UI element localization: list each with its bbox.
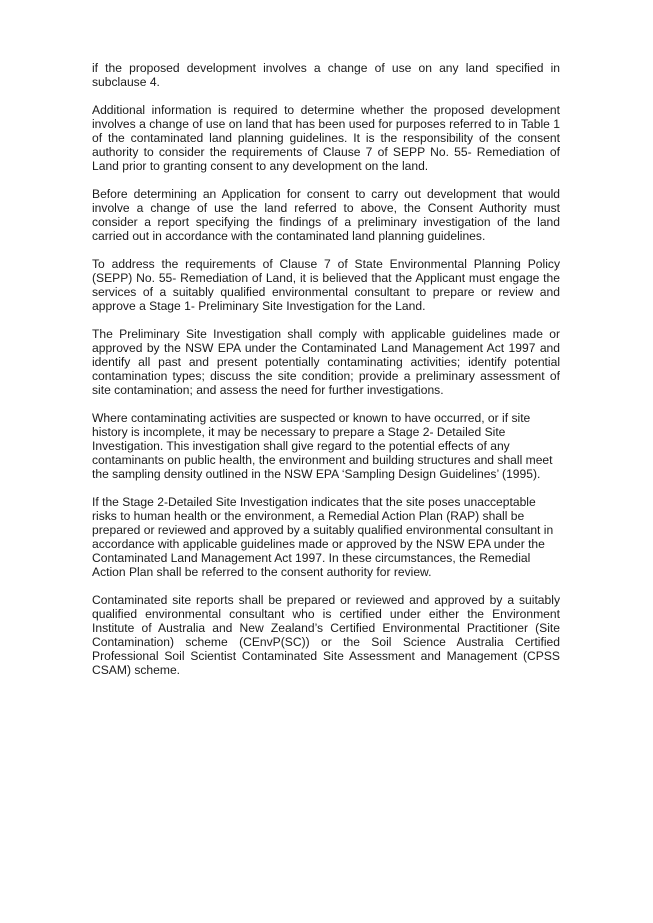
paragraph-detailed-investigation: Where contaminating activities are suspected or known to have occurred, or if site history is incomplete, it may be necessary to prepare a Stage 2- Detailed Site Investigation. This investigation shall give regard to the potential effects of any contaminants on public health, the environment and building structures and shall meet the sampling density outlined in the NSW EPA ‘Sampling Design Guidelines’ (1995). xyxy=(92,411,553,481)
paragraph-preliminary-investigation: The Preliminary Site Investigation shall comply with applicable guidelines made or approved by the NSW EPA under the Contaminated Land Management Act 1997 and identify all past and present potentially contaminating activities; identify potential contamination types; discuss the site condition; provide a preliminary assessment of site contamination; and assess the need for further investigations. xyxy=(92,327,560,397)
paragraph-sepp-requirements: To address the requirements of Clause 7 of State Environmental Planning Policy (SEPP) No. 55- Remediation of Land, it is believed that the Applicant must engage the services of a suitably qualified environmental consultant to prepare or review and approve a Stage 1- Preliminary Site Investigation for the Land. xyxy=(92,257,560,313)
paragraph-before-determining: Before determining an Application for consent to carry out development that would involve a change of use the land referred to above, the Consent Authority must consider a report specifying the findings of a preliminary investigation of the land carried out in accordance with the contaminated land planning guidelines. xyxy=(92,187,560,243)
paragraph-subclause-continuation: if the proposed development involves a change of use on any land specified in subclause 4. xyxy=(92,61,560,89)
paragraph-additional-information: Additional information is required to determine whether the proposed development involves a change of use on land that has been used for purposes referred to in Table 1 of the contaminated land planning guidelines. It is the responsibility of the consent authority to consider the requirements of Clause 7 of SEPP No. 55- Remediation of Land prior to granting consent to any development on the land. xyxy=(92,103,560,173)
document-body xyxy=(92,61,560,691)
paragraph-remedial-action-plan: If the Stage 2-Detailed Site Investigation indicates that the site poses unacceptable risks to human health or the environment, a Remedial Action Plan (RAP) shall be prepared or reviewed and approved by a suitably qualified environmental consultant in accordance with applicable guidelines made or approved by the NSW EPA under the Contaminated Land Management Act 1997. In these circumstances, the Remedial Action Plan shall be referred to the consent authority for review. xyxy=(92,495,554,579)
paragraph-consultant-certification: Contaminated site reports shall be prepared or reviewed and approved by a suitably qualified environmental consultant who is certified under either the Environment Institute of Australia and New Zealand’s Certified Environmental Practitioner (Site Contamination) scheme (CEnvP(SC)) or the Soil Science Australia Certified Professional Soil Scientist Contaminated Site Assessment and Management (CPSS CSAM) scheme. xyxy=(92,593,560,677)
